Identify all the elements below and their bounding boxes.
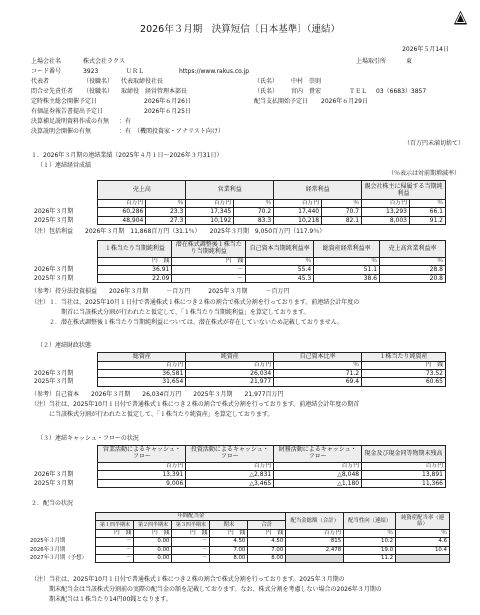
document-page: 2026年３月期 決算短信〔日本基準〕（連結） 2026年５月14日 上場会社名 株式会社ラクス 上場取引所 東 コード番号 3923 ＵＲＬ https://www.rakus.co.jp 代表者 （役職名） 代表取締役社長 （氏名） 中村 崇則 問合せ先責任者 （役職名） 取締役 経営管理本部長 （氏名） 宮内 貴宏 ＴＥＬ 03（6683）3857 定時株主総会開催予定日 2026年６月26日 配当支払開始予定日 2026年６月29日 有価証券報告書提出予定日 2026年６月25日 決算補足説明資料作成の有無 ：有 決算説明会開催の有無 ：有 （機関投資家・アナリスト向け） （百万円未満切捨て） １．2026年３月期の連結業績（2025年４月１日～2026年３月31日） （１）連結経営成績 （％表示は対前期増減率） 売上高 営業利益 経常利益 親会社株主に帰属する当期純利益 百万円 ％ 百万円 ％ 百万円 ％ 百万円 ％ 2026年３月期 60,286 23.3 17,345 70.2 17,440 70.7 13,293 66.1 2025年３月期 48,904 27.3 10,192 83.3 10,218 82.1 8,003 91.2 （注）包括利益 2026年３月期 11,868百万円（31.1％） 2025年３月期 9,050百万円（117.9％） １株当たり当期純利益 潜在株式調整後１株当たり当期純利益 自己資本当期純利益率 総資産経常利益率 売上高営業利益率 円 銭 円 銭 ％ ％ ％ 2026年３月期 36.91 － 55.4 51.1 28.8 2025年３月期 22.09 － 45.3 38.6 20.8 （参考）持分法投資損益 2026年３月期 －百万円 2025年３月期 －百万円 （注）１．当社は、2025年10月１日付で普通株式１株につき２株の割合で株式分割を行っております。前連結会計年度の 期首に当該株式分割が行われたと仮定して、「１株当たり当期純利益」を算定しております。 ２．潜在株式調整後１株当たり当期純利益については、潜在株式が存在していないため記載しておりません。 （２）連結財政状態 総資産 純資産 自己資本比率 １株当たり純資産 百万円 百万円 ％ 円 銭 2026年３月期 36,581 26,034 71.2 73.52 2025年３月期 31,654 21,977 69.4 60.65 （参考）自己資本 2026年３月期 26,034百万円 2025年３月期 21,977百万円 （注）当社は、2025年10月１日付で普通株式１株につき２株の割合で株式分割を行っております。前連結会計年度の期首 に当該株式分割が行われたと仮定して、「１株当たり純資産」を算定しております。 （３）連結キャッシュ・フローの状況 営業活動によるキャッシュ・フロー 投資活動によるキャッシュ・フロー 財務活動によるキャッシュ・フロー 現金及び現金同等物期末残高 百万円 百万円 百万円 百万円 2026年３月期 13,391 △2,831 △8,048 13,891 2025年３月期 9,006 △3,465 △1,180 11,366 ２．配当の状況 年間配当金 配当金総額（合計） 配当性向（連結） 純資産配当率（連結） 第１四半期末 第２四半期末 第３四半期末 期末 合計 円 銭 円 銭 円 銭 円 銭 円 銭 百万円 ％ ％ 2025年３月期 － 0.00 － 4.50 4.50 815 10.2 4.6 2026年３月期 － 0.00 － 7.00 7.00 2,478 19.0 10.4 2027年３月期（予想） － 0.00 － 8.00 8.00 11.2 （注）当社は、2025年10月１日付で普通株式１株につき２株の割合で株式分割を行っております。2025年３月期の 期末配当金は当該株式分割前の実際の配当金の額を記載しております。なお、株式分割を考慮しない場合の2026年３月期の 期末配当は１株当たり14円00銭となります。 [0, 0, 480, 615]
dividend-split-note-a: （注）当社は、2025年10月１日付で普通株式１株につき２株の割合で株式分割を行っております。2025年３月期の [31, 576, 345, 583]
table-row: 2025年３月期 9,006 △3,465 △1,180 11,366 [34, 479, 446, 488]
dividend-split-note-c: 期末配当は１株当たり14円00銭となります。 [31, 596, 172, 603]
annual-dividend-header: 年間配当金 [96, 513, 286, 521]
diluted-eps-note: ２．潜在株式調整後１株当たり当期純利益については、潜在株式が存在していないため記載しておりません。 [31, 319, 344, 326]
table-row: 2026年３月期 60,286 23.3 17,345 70.2 17,440 70.7 13,293 66.1 [34, 208, 446, 217]
dividend-split-note-b: 期末配当金は当該株式分割前の実際の配当金の額を記載しております。なお、株式分割を考慮しない場合の2026年３月期の [31, 586, 382, 593]
comprehensive-income-note: （注）包括利益 2026年３月期 11,868百万円（31.1％） 2025年３月期 9,050百万円（117.9％） [31, 228, 326, 235]
table-row: 2027年３月期（予想） － 0.00 － 8.00 8.00 11.2 [30, 554, 450, 562]
col-sales: 売上高 [98, 181, 186, 200]
table-row: 2025年３月期 31,654 21,977 69.4 60.65 [34, 378, 446, 387]
bps-split-note-b: に当該株式分割が行われたと仮定して、「１株当たり純資産」を算定しております。 [31, 411, 274, 418]
bps-split-note-a: （注）当社は、2025年10月１日付で普通株式１株につき２株の割合で株式分割を行っております。前連結会計年度の期首 [31, 401, 360, 408]
unit-note: （百万円未満切捨て） [403, 140, 464, 147]
col-ordinary-income: 経常利益 [274, 181, 362, 200]
dividend-table: 年間配当金 配当金総額（合計） 配当性向（連結） 純資産配当率（連結） 第１四半期末 第２四半期末 第３四半期末 期末 合計 円 銭 円 銭 円 銭 円 銭 円 銭 百万円 ％ ％ 2025年３月期 － 0.00 － 4.50 4.50 815 10.2 4.6 2026年３月期 － 0.00 － 7.00 7.00 2,478 19.0 10.4 2027年３月期（予想） － 0.00 － 8.00 8.00 11.2 [30, 512, 450, 563]
cash-flow-table: 営業活動によるキャッシュ・フロー 投資活動によるキャッシュ・フロー 財務活動によるキャッシュ・フロー 現金及び現金同等物期末残高 百万円 百万円 百万円 百万円 2026年３月期 13,391 △2,831 △8,048 13,891 2025年３月期 9,006 △3,465 △1,180 11,366 [34, 445, 446, 488]
financial-position-table: 総資産 純資産 自己資本比率 １株当たり純資産 百万円 百万円 ％ 円 銭 2026年３月期 36,581 26,034 71.2 73.52 2025年３月期 31,654 21,977 69.4 60.65 [34, 352, 446, 387]
stock-split-note-1a: （注）１．当社は、2025年10月１日付で普通株式１株につき２株の割合で株式分割を行っております。前連結会計年度の [31, 299, 360, 306]
table-row: 2025年３月期 － 0.00 － 4.50 4.50 815 10.2 4.6 [30, 538, 450, 546]
section-1-heading: １．2026年３月期の連結業績（2025年４月１日～2026年３月31日） [31, 152, 223, 159]
dividend-heading: ２．配当の状況 [31, 500, 74, 507]
stock-split-note-1b: 期首に当該株式分割が行われたと仮定して、「１株当たり当期純利益」を算定しております。 [31, 309, 310, 316]
equity-method-note: （参考）持分法投資損益 2026年３月期 －百万円 2025年３月期 －百万円 [31, 288, 290, 295]
table-row: 2025年３月期 22.09 － 45.3 38.6 20.8 [34, 274, 446, 283]
percent-note: （％表示は対前期増減率） [387, 170, 460, 177]
col-operating-income: 営業利益 [186, 181, 274, 200]
equity-capital-note: （参考）自己資本 2026年３月期 26,034百万円 2025年３月期 21,977百万円 [31, 391, 284, 398]
per-share-table: １株当たり当期純利益 潜在株式調整後１株当たり当期純利益 自己資本当期純利益率 総資産経常利益率 売上高営業利益率 円 銭 円 銭 ％ ％ ％ 2026年３月期 36.91 － 55.4 51.1 28.8 2025年３月期 22.09 － 45.3 38.6 20.8 [34, 240, 446, 283]
col-net-income: 親会社株主に帰属する当期純利益 [362, 181, 446, 200]
operating-results-table: 売上高 営業利益 経常利益 親会社株主に帰属する当期純利益 百万円 ％ 百万円 ％ 百万円 ％ 百万円 ％ 2026年３月期 60,286 23.3 17,345 70.2 17,440 70.7 13,293 66.1 2025年３月期 48,904 27.3 10,192 83.3 10,218 82.1 8,003 91.2 [34, 180, 446, 225]
cash-flow-heading: （３）連結キャッシュ・フローの状況 [37, 435, 139, 442]
financial-position-heading: （２）連結財政状態 [37, 342, 92, 349]
exchange-logo-icon [454, 11, 467, 25]
operating-results-heading: （１）連結経営成績 [37, 162, 92, 169]
table-row: 2026年３月期 36.91 － 55.4 51.1 28.8 [34, 266, 446, 275]
table-row: 2026年３月期 13,391 △2,831 △8,048 13,891 [34, 471, 446, 480]
table-row: 2025年３月期 48,904 27.3 10,192 83.3 10,218 82.1 8,003 91.2 [34, 216, 446, 225]
table-row: 2026年３月期 36,581 26,034 71.2 73.52 [34, 369, 446, 378]
table-row: 2026年３月期 － 0.00 － 7.00 7.00 2,478 19.0 10.4 [30, 546, 450, 554]
release-date: 2026年５月14日 [402, 46, 449, 53]
document-title: 2026年３月期 決算短信〔日本基準〕（連結） [140, 24, 340, 35]
